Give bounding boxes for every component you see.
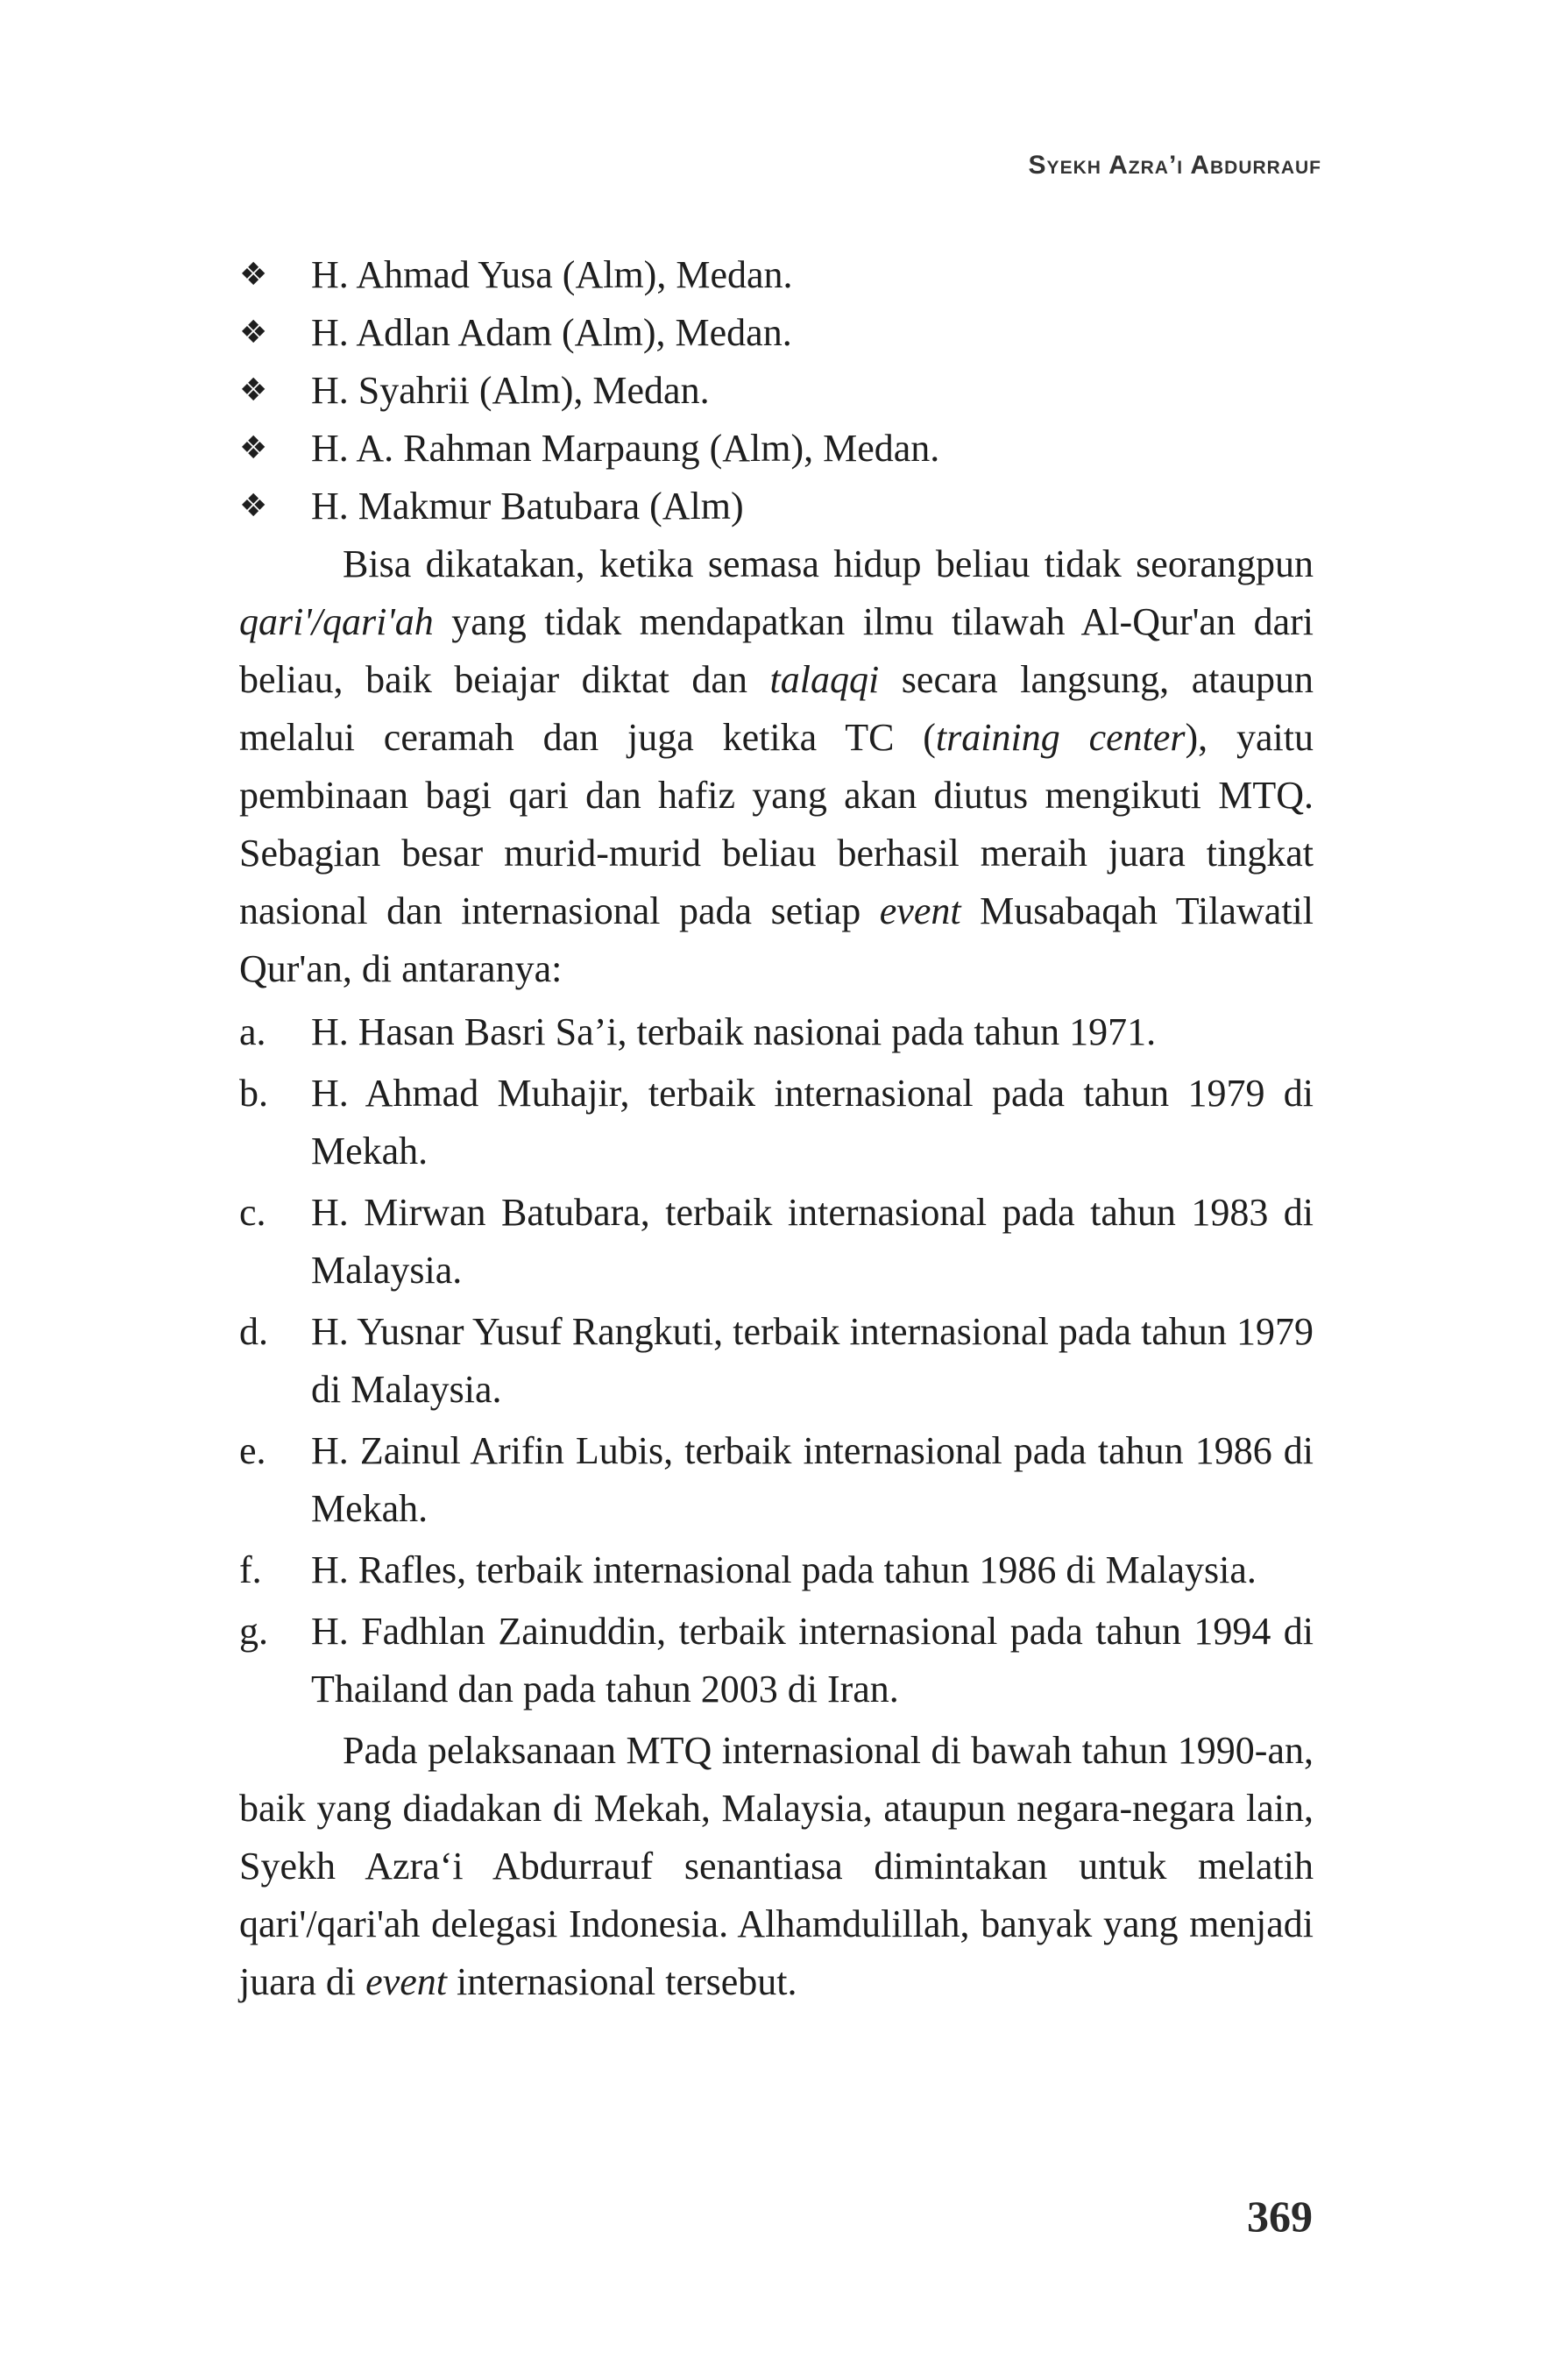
list-item: g. H. Fadhlan Zainuddin, terbaik internasional pada tahun 1994 di Thailand dan pada tahun 2003 di Iran. — [239, 1603, 1314, 1718]
diamond-bullet-icon: ❖ — [239, 488, 268, 524]
list-marker: b. — [239, 1072, 268, 1115]
list-marker: e. — [239, 1429, 266, 1472]
list-item: ❖ H. Syahrii (Alm), Medan. — [239, 362, 1314, 420]
list-item: a. H. Hasan Basri Sa’i, terbaik nasionai pada tahun 1971. — [239, 1003, 1314, 1061]
list-item: d. H. Yusnar Yusuf Rangkuti, terbaik internasional pada tahun 1979 di Malaysia. — [239, 1303, 1314, 1419]
page-body — [239, 246, 1314, 2011]
list-marker: f. — [239, 1548, 262, 1591]
list-marker: a. — [239, 1010, 266, 1053]
list-item: e. H. Zainul Arifin Lubis, terbaik internasional pada tahun 1986 di Mekah. — [239, 1422, 1314, 1538]
list-marker: g. — [239, 1610, 268, 1653]
list-item: ❖ H. A. Rahman Marpaung (Alm), Medan. — [239, 420, 1314, 478]
winners-list — [239, 1003, 1314, 1718]
list-item: b. H. Ahmad Muhajir, terbaik internasional pada tahun 1979 di Mekah. — [239, 1065, 1314, 1180]
diamond-bullet-icon: ❖ — [239, 315, 268, 351]
list-item: f. H. Rafles, terbaik internasional pada tahun 1986 di Malaysia. — [239, 1541, 1314, 1599]
list-item: ❖ H. Makmur Batubara (Alm) — [239, 478, 1314, 535]
paragraph-closing: Pada pelaksanaan MTQ internasional di bawah tahun 1990-an, baik yang diadakan di Mekah, Malaysia, ataupun negara-negara lain, Syekh Azra‘i Abdurrauf senantiasa dimintakan untuk melatih qari'/qari'ah delegasi Indonesia. Alhamdulillah, banyak yang menjadi juara di event internasional tersebut. — [239, 1729, 1314, 2003]
list-marker: d. — [239, 1310, 268, 1353]
paragraph-intro: Bisa dikatakan, ketika semasa hidup beliau tidak seorangpun qari'/qari'ah yang tidak mendapatkan ilmu tilawah Al-Qur'an dari beliau, baik beiajar diktat dan talaqqi secara langsung, ataupun melalui ceramah dan juga ketika TC (training center), yaitu pembinaan bagi qari dan hafiz yang akan diutus mengikuti MTQ. Sebagian besar murid-murid beliau berhasil meraih juara tingkat nasional dan internasional pada setiap event Musabaqah Tilawatil Qur'an, di antaranya: — [239, 542, 1314, 990]
list-item: c. H. Mirwan Batubara, terbaik internasional pada tahun 1983 di Malaysia. — [239, 1184, 1314, 1300]
running-header: Syekh Azra’i Abdurrauf — [1028, 151, 1321, 180]
list-item: ❖ H. Ahmad Yusa (Alm), Medan. — [239, 246, 1314, 304]
diamond-bullet-icon: ❖ — [239, 257, 268, 293]
list-item: ❖ H. Adlan Adam (Alm), Medan. — [239, 304, 1314, 362]
diamond-bullet-icon: ❖ — [239, 430, 268, 466]
page-number: 369 — [1247, 2192, 1313, 2241]
list-marker: c. — [239, 1191, 266, 1234]
teacher-list — [239, 246, 1314, 535]
diamond-bullet-icon: ❖ — [239, 372, 268, 408]
